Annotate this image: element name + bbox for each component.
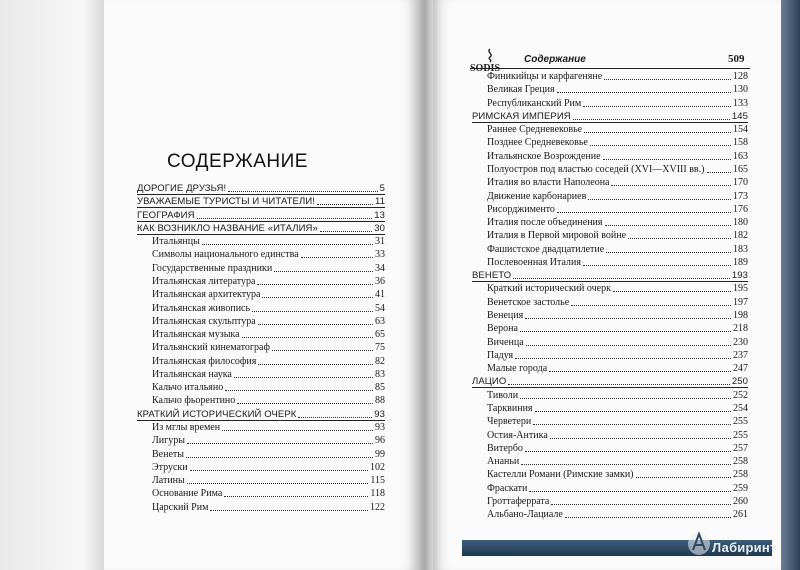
dot-leader: [274, 271, 373, 272]
dot-leader: [526, 345, 731, 346]
toc-section-entry: [472, 109, 748, 122]
toc-entry-title: Итальянская скульптура: [152, 315, 256, 327]
dot-leader: [298, 417, 372, 418]
toc-entry: [487, 348, 748, 361]
dot-leader: [320, 231, 372, 232]
toc-entry-title: Итальянская литература: [152, 275, 256, 287]
dot-leader: [317, 204, 373, 205]
toc-entry-title: КАК ВОЗНИКЛО НАЗВАНИЕ «ИТАЛИЯ»: [137, 222, 318, 234]
dot-leader: [533, 424, 731, 425]
toc-entry-page: 250: [731, 376, 748, 388]
toc-entry: [487, 242, 748, 255]
toc-entry-title: Итальянская живопись: [152, 302, 251, 314]
toc-entry-title: Италия во власти Наполеона: [487, 177, 610, 189]
brand-name: SODIS: [470, 63, 501, 72]
toc-entry: [152, 287, 385, 300]
toc-entry-title: Итальянская наука: [152, 368, 232, 380]
toc-section-entry: [137, 221, 385, 234]
dot-leader: [583, 265, 731, 266]
toc-entry-page: 255: [733, 416, 748, 428]
toc-entry-title: Государственные праздники: [152, 262, 273, 274]
toc-entry: [487, 69, 748, 82]
toc-entry-page: 170: [733, 177, 748, 189]
dot-leader: [224, 496, 368, 497]
toc-entry-title: Итальянская философия: [152, 355, 257, 367]
toc-entry-page: 99: [375, 448, 385, 460]
toc-entry-page: 36: [375, 275, 385, 287]
toc-entry: [152, 234, 385, 247]
toc-entry-page: 118: [370, 488, 385, 500]
toc-entry-title: Тиволи: [487, 389, 519, 401]
toc-entry: [487, 335, 748, 348]
toc-entry-title: Итальянское Возрождение: [487, 150, 601, 162]
toc-entry: [487, 467, 748, 480]
toc-entry: [487, 295, 748, 308]
dot-leader: [535, 411, 731, 412]
dot-leader: [529, 491, 731, 492]
toc-entry-title: Черветери: [487, 416, 532, 428]
toc-entry: [152, 354, 385, 367]
toc-entry-page: 182: [733, 230, 748, 242]
toc-entry-title: Республиканский Рим: [487, 97, 582, 109]
dot-leader: [242, 337, 373, 338]
dot-leader: [272, 350, 373, 351]
toc-entry-title: Царский Рим: [152, 501, 209, 513]
dot-leader: [550, 438, 731, 439]
dot-leader: [604, 79, 731, 80]
toc-entry-page: 122: [370, 501, 385, 513]
toc-entry-title: Основание Рима: [152, 488, 223, 500]
toc-title: СОДЕРЖАНИЕ: [167, 151, 308, 172]
toc-entry: [487, 281, 748, 294]
dot-leader: [707, 172, 732, 173]
toc-entry: [152, 367, 385, 380]
toc-entry: [152, 500, 385, 513]
toc-entry-page: 163: [733, 150, 748, 162]
toc-entry-title: Венеция: [487, 310, 524, 322]
toc-entry: [487, 175, 748, 188]
toc-entry-title: Виченца: [487, 336, 524, 348]
dot-leader: [258, 364, 373, 365]
dot-leader: [525, 451, 731, 452]
toc-entry: [487, 82, 748, 95]
toc-entry: [152, 261, 385, 274]
toc-section-entry: [137, 208, 385, 221]
toc-entry-title: Венетское застолье: [487, 296, 570, 308]
dot-leader: [262, 297, 373, 298]
dot-leader: [611, 185, 731, 186]
toc-entry-title: Послевоенная Италия: [487, 256, 581, 268]
toc-entry-title: Итальянцы: [152, 236, 200, 248]
toc-entry-page: 75: [375, 342, 385, 354]
toc-entry-page: 154: [733, 124, 748, 136]
toc-entry: [487, 122, 748, 135]
toc-entry-title: Итальянская музыка: [152, 329, 240, 341]
toc-entry-title: Этруски: [152, 461, 188, 473]
dot-leader: [258, 324, 373, 325]
toc-entry-title: Итальянский кинематограф: [152, 342, 270, 354]
toc-entry-page: 218: [733, 323, 748, 335]
toc-entry-title: Лигуры: [152, 435, 185, 447]
toc-entry-page: 180: [733, 217, 748, 229]
dot-leader: [588, 199, 731, 200]
left-cover-edge: [0, 0, 104, 570]
watermark-text: Лабиринт: [712, 540, 777, 555]
dot-leader: [628, 238, 731, 239]
dot-leader: [557, 212, 731, 213]
dot-leader: [525, 318, 731, 319]
toc-entry-page: 195: [733, 283, 748, 295]
toc-entry-title: Тарквиния: [487, 403, 533, 414]
toc-section-entry: [137, 194, 385, 207]
toc-entry-page: 31: [375, 236, 385, 248]
toc-entry-title: ГЕОГРАФИЯ: [137, 209, 195, 221]
toc-entry-page: 158: [733, 137, 748, 149]
toc-entry-page: 102: [370, 461, 385, 473]
toc-entry: [152, 420, 385, 433]
toc-entry-page: 237: [733, 349, 748, 361]
toc-entry: [487, 494, 748, 507]
dot-leader: [521, 464, 731, 465]
toc-entry-title: Гроттаферрата: [487, 495, 550, 507]
toc-entry-title: Италия после объединения: [487, 217, 603, 229]
toc-entry-title: Полуостров под властью соседей (XVI—XVIII вв.): [487, 163, 705, 175]
toc-entry-page: 34: [375, 262, 385, 274]
dot-leader: [515, 358, 731, 359]
toc-entry-title: Итальянская архитектура: [152, 289, 261, 301]
toc-entry-title: Верона: [487, 323, 518, 335]
toc-section-entry: [137, 407, 385, 420]
toc-entry-page: 96: [375, 435, 385, 447]
toc-entry-title: КРАТКИЙ ИСТОРИЧЕСКИЙ ОЧЕРК: [137, 408, 297, 420]
toc-entry: [487, 202, 748, 215]
toc-entry-page: 88: [375, 395, 385, 407]
toc-entry: [487, 401, 748, 414]
toc-entry-title: Витербо: [487, 442, 523, 454]
dot-leader: [210, 510, 368, 511]
toc-entry-title: Раннее Средневековье: [487, 124, 583, 136]
dot-leader: [613, 291, 731, 292]
toc-entry-page: 255: [733, 429, 748, 441]
toc-entry-title: Остия-Антика: [487, 429, 548, 441]
toc-entry: [487, 481, 748, 494]
toc-entry-title: РИМСКАЯ ИМПЕРИЯ: [472, 110, 571, 122]
toc-entry: [487, 321, 748, 334]
toc-entry-title: Ананьи: [487, 456, 520, 468]
toc-entry-page: 41: [375, 289, 385, 301]
toc-entry-page: 260: [733, 495, 748, 507]
toc-entry-page: 65: [375, 329, 385, 341]
toc-entry-page: 173: [733, 190, 748, 202]
page-number: 509: [728, 53, 745, 65]
toc-entry-page: 259: [733, 482, 748, 494]
toc-entry: [487, 361, 748, 374]
toc-entry: [152, 486, 385, 499]
toc-entry-title: ДОРОГИЕ ДРУЗЬЯ!: [137, 183, 227, 194]
toc-entry: [152, 433, 385, 446]
dot-leader: [225, 390, 373, 391]
toc-entry-title: Движение карбонариев: [487, 190, 587, 202]
dot-leader: [573, 119, 730, 120]
toc-entry-title: Великая Греция: [487, 84, 555, 96]
toc-entry-title: УВАЖАЕМЫЕ ТУРИСТЫ И ЧИТАТЕЛИ!: [137, 196, 315, 208]
dot-leader: [571, 305, 731, 306]
dot-leader: [520, 398, 731, 399]
toc-entry-title: Венеты: [152, 448, 184, 460]
toc-section-entry: [137, 181, 385, 194]
dot-leader: [584, 132, 731, 133]
dot-leader: [549, 371, 731, 372]
toc-section-entry: [472, 374, 748, 387]
toc-entry-page: 230: [733, 336, 748, 348]
toc-entry-page: 183: [733, 243, 748, 255]
dot-leader: [237, 403, 373, 404]
toc-entry-page: 93: [375, 422, 385, 434]
dot-leader: [513, 278, 730, 279]
toc-entry: [152, 247, 385, 260]
toc-entry-page: 258: [733, 456, 748, 468]
toc-entry-page: 261: [733, 509, 748, 521]
toc-entry: [487, 149, 748, 162]
toc-entry-page: 258: [733, 469, 748, 481]
toc-entry: [487, 441, 748, 454]
toc-entry: [487, 189, 748, 202]
dot-leader: [636, 477, 732, 478]
toc-entry-page: 33: [375, 249, 385, 261]
toc-entry: [487, 428, 748, 441]
dot-leader: [197, 218, 373, 219]
toc-entry-title: Фраскати: [487, 482, 528, 494]
toc-entry-title: Кальчо фьорентино: [152, 395, 236, 407]
toc-entry-title: Кальчо итальяно: [152, 382, 224, 394]
dot-leader: [583, 106, 731, 107]
toc-entry-title: Рисорджименто: [487, 203, 555, 215]
toc-entry-page: 30: [374, 222, 385, 234]
right-cover-edge: [781, 0, 800, 570]
toc-entry-page: 165: [733, 163, 748, 175]
dot-leader: [187, 443, 373, 444]
dot-leader: [508, 384, 730, 385]
toc-entry: [152, 340, 385, 353]
toc-entry: [152, 301, 385, 314]
toc-entry-page: 5: [379, 183, 385, 194]
toc-entry-title: Италия в Первой мировой войне: [487, 230, 627, 242]
running-head: Содержание: [524, 54, 586, 65]
toc-entry-page: 13: [374, 209, 385, 221]
toc-entry: [152, 460, 385, 473]
toc-entry-title: Краткий исторический очерк: [487, 283, 611, 295]
toc-entry-page: 82: [375, 355, 385, 367]
dot-leader: [565, 517, 731, 518]
toc-entry: [487, 308, 748, 321]
dot-leader: [590, 145, 731, 146]
toc-entry: [152, 473, 385, 486]
toc-entry-title: Фашистское двадцатилетие: [487, 243, 605, 255]
toc-entry-page: 254: [733, 403, 748, 414]
toc-entry-title: Из мглы времен: [152, 422, 221, 434]
dot-leader: [257, 284, 373, 285]
toc-entry-page: 189: [733, 256, 748, 268]
toc-entry-page: 145: [731, 110, 748, 122]
toc-entry-page: 193: [731, 270, 748, 282]
toc-entry: [487, 162, 748, 175]
toc-entry: [487, 135, 748, 148]
dot-leader: [190, 470, 368, 471]
toc-entry-page: 130: [733, 84, 748, 96]
toc-entry-title: Кастелли Романи (Римские замки): [487, 469, 634, 481]
toc-entry-page: 198: [733, 310, 748, 322]
dot-leader: [234, 377, 373, 378]
toc-entry-page: 93: [374, 408, 385, 420]
dot-leader: [605, 225, 732, 226]
dot-leader: [228, 191, 377, 192]
toc-entry: [487, 96, 748, 109]
toc-entry-title: Малые города: [487, 363, 548, 375]
toc-entry-page: 176: [733, 203, 748, 215]
toc-entry: [487, 215, 748, 228]
toc-entry-title: Финикийцы и карфагеняне: [487, 71, 603, 82]
toc-entry-title: Латины: [152, 475, 185, 487]
toc-entry: [152, 393, 385, 406]
toc-entry-page: 197: [733, 296, 748, 308]
toc-entry: [487, 454, 748, 467]
toc-entry-title: Позднее Средневековье: [487, 137, 588, 149]
toc-entry-page: 85: [375, 382, 385, 394]
dot-leader: [202, 244, 373, 245]
dot-leader: [520, 331, 731, 332]
toc-entry-page: 133: [733, 97, 748, 109]
toc-entry: [487, 255, 748, 268]
toc-entry-page: 252: [733, 389, 748, 401]
toc-entry-page: 63: [375, 315, 385, 327]
book-gutter: [416, 0, 433, 570]
toc-entry-title: Символы национального единства: [152, 249, 299, 261]
dot-leader: [187, 483, 369, 484]
toc-entry-title: ЛАЦИО: [472, 376, 507, 388]
toc-entry-page: 115: [370, 475, 385, 487]
toc-entry-page: 83: [375, 368, 385, 380]
toc-entry: [487, 228, 748, 241]
toc-entry: [487, 507, 748, 520]
toc-entry-title: Альбано-Лациале: [487, 509, 563, 521]
toc-entry: [487, 388, 748, 401]
toc-entry-page: 247: [733, 363, 748, 375]
toc-entry: [152, 327, 385, 340]
toc-entry: [152, 274, 385, 287]
dot-leader: [301, 257, 373, 258]
dot-leader: [186, 457, 373, 458]
dot-leader: [252, 311, 373, 312]
dot-leader: [551, 504, 731, 505]
toc-entry: [487, 414, 748, 427]
toc-entry-page: 54: [375, 302, 385, 314]
toc-entry-title: Падуя: [487, 349, 514, 361]
dot-leader: [606, 252, 731, 253]
toc-entry: [152, 314, 385, 327]
toc-entry: [152, 447, 385, 460]
toc-entry-page: 128: [733, 71, 748, 82]
dot-leader: [603, 159, 731, 160]
toc-entry-page: 11: [374, 196, 385, 208]
toc-entry-title: ВЕНЕТО: [472, 270, 512, 282]
dot-leader: [222, 430, 373, 431]
toc-entry: [152, 380, 385, 393]
toc-entry-page: 257: [733, 442, 748, 454]
dot-leader: [557, 92, 731, 93]
toc-section-entry: [472, 268, 748, 281]
